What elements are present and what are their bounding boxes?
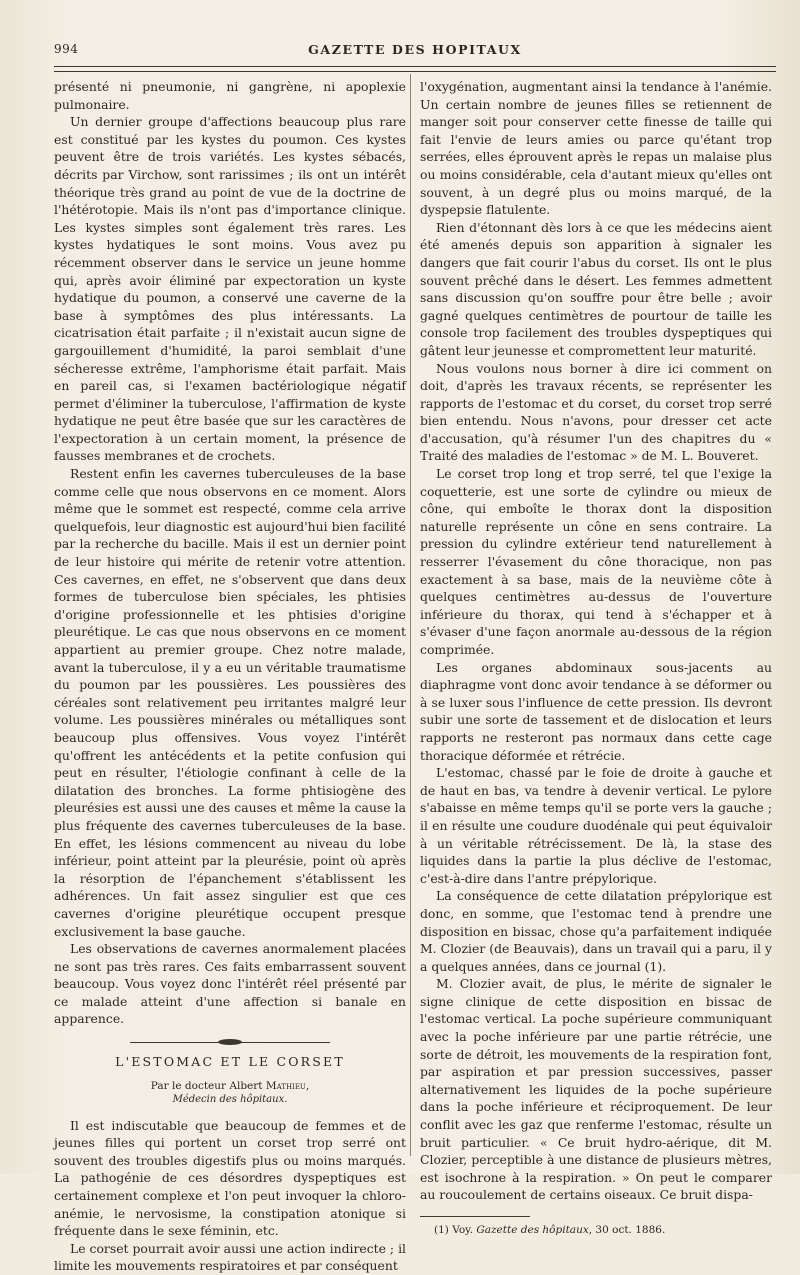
column-divider <box>410 74 411 1156</box>
paragraph: présenté ni pneumonie, ni gangrène, ni apoplexie pulmonaire. <box>54 79 406 112</box>
author-suffix: , <box>305 1079 310 1092</box>
paragraph: M. Clozier avait, de plus, le mérite de signaler le signe clinique de cette disposition en bissac de l'estomac vertical. La poche supérieure communiquant avec la poche inférieure par une partie rétrécie, une sorte de détroit, les mouvements de la respiration font, par aspiration et par pression successives, passer alternativement les liquides de la poche supérieure dans la poche inférieure et réciproquement. De leur conflit avec les gaz que renferme l'estomac, résulte un bruit particulier. « Ce bruit hydro-aérique, dit M. Clozier, perceptible à une distance de plusieurs mètres, est isochrone à la respiration. » On peut le comparer au roucoulement de certains oiseaux. Ce bruit dispa- <box>420 976 772 1203</box>
header-rule <box>54 66 776 72</box>
footnote-journal: Gazette des hôpitaux <box>476 1224 589 1236</box>
paragraph: L'estomac, chassé par le foie de droite à gauche et de haut en bas, va tendre à devenir vertical. Le pylore s'abaisse en même temps qu'il se porte vers la gauche ; il en résulte une coudure duodénale qui peut équivaloir à un véritable rétrécissement. De là, la stase des liquides dans la partie la plus déclive de l'estomac, c'est-à-dire dans l'antre prépylorique. <box>420 765 772 886</box>
paragraph: Il est indiscutable que beaucoup de femmes et de jeunes filles qui portent un corset trop serré ont souvent des troubles digestifs plus ou moins marqués. La pathogénie de ces désordres dyspeptiques est certainement complexe et l'on peut invoquer la chloro-anémie, le nervosisme, la constipation atonique si fréquente dans le sexe féminin, etc. <box>54 1117 406 1239</box>
article-author <box>54 1079 406 1093</box>
journal-title: GAZETTE DES HOPITAUX <box>308 42 522 57</box>
left-column <box>54 78 406 1275</box>
paragraph: l'oxygénation, augmentant ainsi la tendance à l'anémie. Un certain nombre de jeunes filles se retiennent de manger soit pour conserver cette finesse de taille qui fait l'envie de leurs amies ou parce qu'étant trop serrées, elles éprouvent après le repas un malaise plus ou moins considérable, cela d'autant mieux qu'elles ont souvent, à un degré plus ou moins marqué, de la dyspepsie flatulente. <box>420 79 772 218</box>
paragraph: Rien d'étonnant dès lors à ce que les médecins aient été amenés depuis son apparition à signaler les dangers que fait courir l'abus du corset. Ils ont le plus souvent prêché dans le désert. Les femmes admettent sans discussion qu'on souffre pour être belle ; avoir gagné quelques centimètres de pourtour de taille les console trop facilement des troubles dyspeptiques qui gâtent leur jeunesse et compromettent leur maturité. <box>420 219 772 358</box>
page-header <box>54 38 776 64</box>
paragraph: Le corset trop long et trop serré, tel que l'exige la coquetterie, est une sorte de cylindre ou mieux de cône, qui emboîte le thorax dont la disposition naturelle représente un cône en sens contraire. La pression du cylindre extérieur tend naturellement à resserrer l'évasement du cône thoracique, non pas exactement à sa base, mais de la neuvième côte à quelques centimètres au-dessus de l'ouverture inférieure du thorax, qui tend à s'échapper et à s'évaser d'une façon anormale au-dessous de la région comprimée. <box>420 466 772 657</box>
paragraph: Les organes abdominaux sous-jacents au diaphragme vont donc avoir tendance à se déformer ou à se luxer sous l'influence de cette pression. Ils devront subir une sorte de tassement et de dislocation et leurs rapports ne resteront pas normaux dans cette cage thoracique déformée et rétrécie. <box>420 659 772 763</box>
page-number: 994 <box>54 42 79 56</box>
author-role: Médecin des hôpitaux. <box>172 1093 288 1105</box>
footnote-text: (1) Voy. <box>434 1224 477 1236</box>
paragraph: Les observations de cavernes anormalement placées ne sont pas très rares. Ces faits embarrassent souvent beaucoup. Vous voyez donc l'intérêt réel présenté par ce malade atteint d'une affection si banale en apparence. <box>54 941 406 1027</box>
author-name: Mathieu <box>265 1079 306 1092</box>
author-prefix: Par le docteur Albert <box>150 1079 266 1092</box>
paragraph: Un dernier groupe d'affections beaucoup plus rare est constitué par les kystes du poumon. Ces kystes peuvent être de trois variétés. Les kystes sébacés, décrits par Virchow, sont rarissimes ; ils ont un intérêt théorique très grand au point de vue de la doctrine de l'hétérotopie. Mais ils n'ont pas d'importance clinique. Les kystes simples sont également très rares. Les kystes hydatiques le sont moins. Vous avez pu récemment observer dans le service un jeune homme qui, après avoir éliminé par expectoration un kyste hydatique du poumon, a conservé une caverne de la base à symptômes des plus intéressants. La cicatrisation était parfaite ; il n'existait aucun signe de gargouillement d'humidité, la paroi semblait d'une sécheresse extrême, l'amphorisme était parfait. Mais en pareil cas, si l'examen bactériologique négatif permet d'éliminer la tuberculose, l'affirmation de kyste hydatique ne peut être basée que sur les caractères de l'expectoration à un certain moment, la présence de fausses membranes et de crochets. <box>54 114 406 464</box>
separator-ornament <box>218 1039 242 1045</box>
footnote-rule <box>420 1216 530 1217</box>
right-column <box>420 78 772 1237</box>
paragraph: Nous voulons nous borner à dire ici comment on doit, d'après les travaux récents, se représenter les rapports de l'estomac et du corset, du corset trop serré bien entendu. Nous n'avons, pour dresser cet acte d'accusation, qu'à résumer l'un des chapitres du « Traité des maladies de l'estomac » de M. L. Bouveret. <box>420 360 772 464</box>
paragraph: Restent enfin les cavernes tuberculeuses de la base comme celle que nous observons en ce moment. Alors même que le sommet est respecté, comme cela arrive quelquefois, leur diagnostic est aujourd'hui bien facilité par la recherche du bacille. Mais il est un dernier point de leur histoire qui mérite de retenir votre attention. Ces cavernes, en effet, ne s'observent que dans deux formes de tuberculose bien spéciales, les phtisies d'origine professionnelle et les phtisies d'origine pleurétique. Le cas que nous observons en ce moment appartient au premier groupe. Chez notre malade, avant la tuberculose, il y a eu un véritable traumatisme du poumon par les poussières. Les poussières des céréales sont relativement peu irritantes malgré leur volume. Les poussières minérales ou métalliques sont beaucoup plus offensives. Vous voyez l'intérêt qu'offrent les antécédents et la petite confusion qui peut en résulter, l'étiologie confinant à celle de la dilatation des bronches. La forme phtisiogène des pleurésies est aussi une des causes et même la cause la plus fréquente des cavernes tuberculeuses de la base. En effet, les lésions commencent au niveau du lobe inférieur, point atteint par la pleurésie, point où après la résorption de l'épanchement s'établissent les adhérences. Un fait assez singulier est que ces cavernes d'origine pleurétique occupent presque exclusivement la base gauche. <box>54 466 406 939</box>
paragraph: La conséquence de cette dilatation prépylorique est donc, en somme, que l'estomac tend à prendre une disposition en bissac, chose qu'a parfaitement indiquée M. Clozier (de Beauvais), dans un travail qui a paru, il y a quelques années, dans ce journal (1). <box>420 888 772 974</box>
footnote-date: , 30 oct. 1886. <box>588 1224 666 1236</box>
article-title: L'ESTOMAC ET LE CORSET <box>115 1054 345 1070</box>
paragraph: Le corset pourrait avoir aussi une action indirecte ; il limite les mouvements respiratoires et par conséquent <box>54 1240 406 1274</box>
footnote <box>420 1223 772 1237</box>
section-separator <box>130 1042 330 1043</box>
